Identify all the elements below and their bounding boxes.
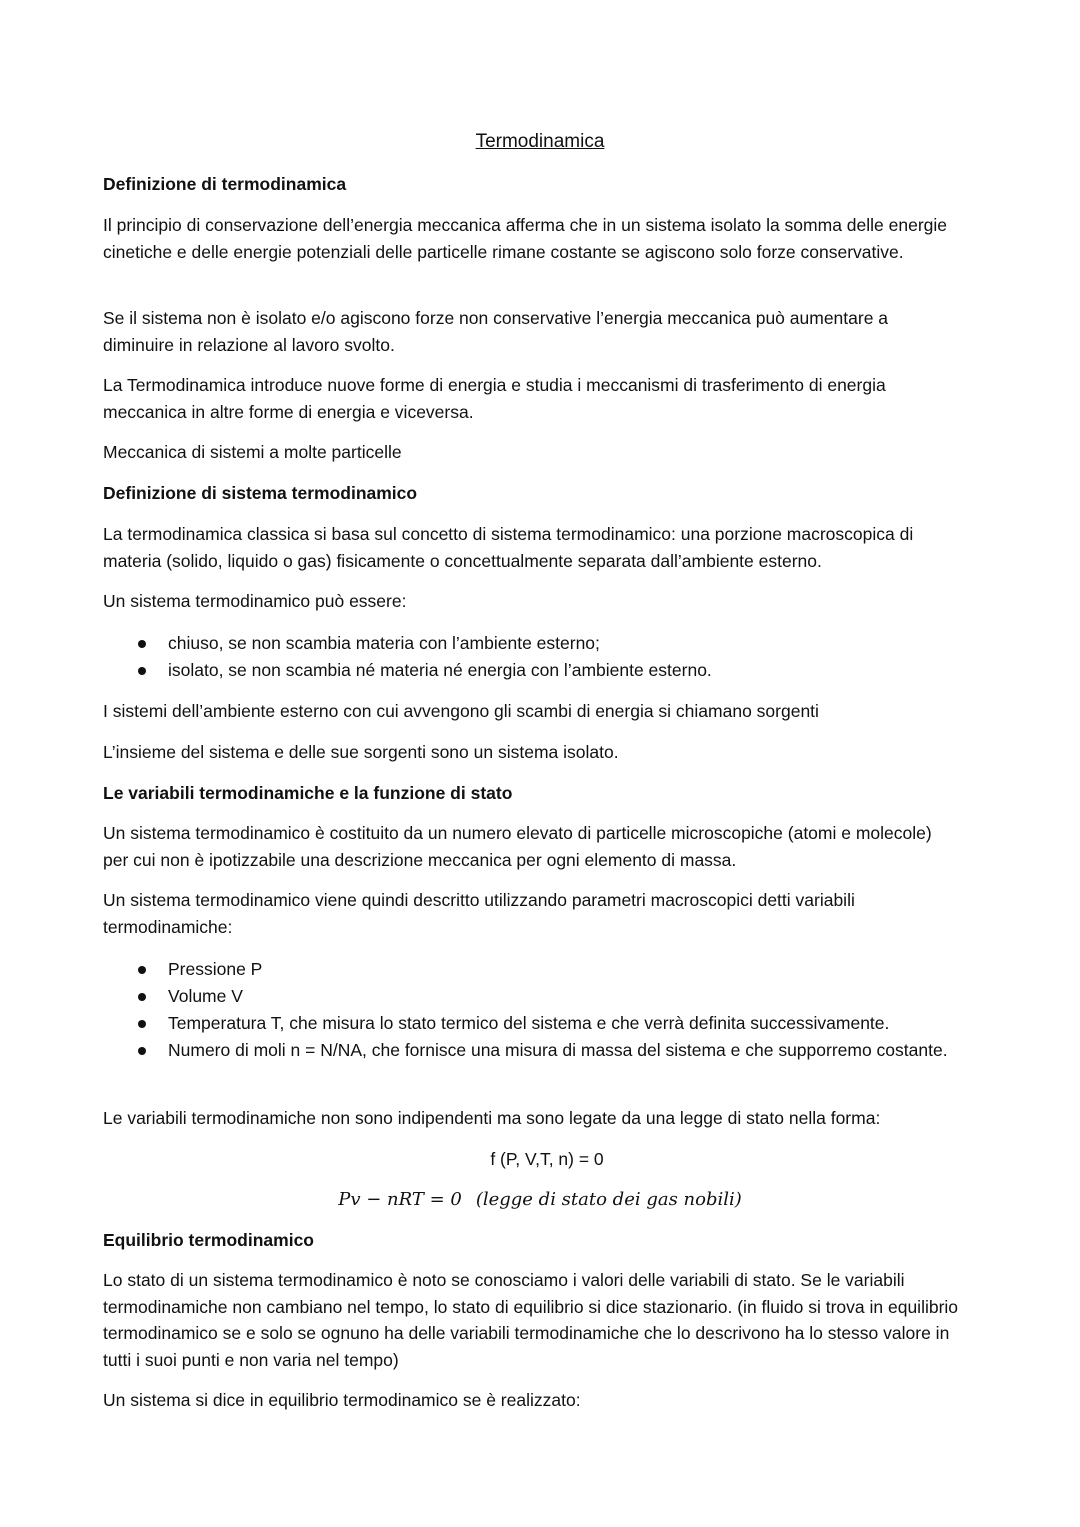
- paragraph: La termodinamica classica si basa sul concetto di sistema termodinamico: una porzione macroscopica di materia (solido, liquido o gas) fisicamente o concettualmente separata dall’ambiente esterno.: [103, 524, 914, 571]
- list-item: chiuso, se non scambia materia con l’ambiente esterno;: [0, 630, 950, 657]
- formula-ideal-gas-law: [0, 1187, 1080, 1214]
- list-item: isolato, se non scambia né materia né energia con l’ambiente esterno.: [0, 657, 950, 684]
- paragraph: Un sistema termodinamico viene quindi descritto utilizzando parametri macroscopici detti variabili termodinamiche:: [103, 890, 855, 937]
- formula-expression: Pv − nRT = 0: [338, 1189, 462, 1210]
- list-item: Numero di moli n = N/NA, che fornisce una misura di massa del sistema e che supporremo costante.: [0, 1037, 950, 1064]
- list-item: Pressione P: [0, 956, 950, 983]
- paragraph: Il principio di conservazione dell’energia meccanica afferma che in un sistema isolato la somma delle energie cinetiche e delle energie potenziali delle particelle rimane costante se agiscono solo forze conservative.: [103, 215, 948, 262]
- paragraph: Un sistema termodinamico può essere:: [103, 591, 407, 611]
- section-heading-sistema-termodinamico: Definizione di sistema termodinamico: [103, 483, 418, 503]
- paragraph: Se il sistema non è isolato e/o agiscono forze non conservative l’energia meccanica può aumentare a diminuire in relazione al lavoro svolto.: [103, 308, 889, 355]
- bullet-list: [0, 630, 950, 684]
- formula-state-function: f (P, V,T, n) = 0: [490, 1149, 604, 1169]
- formula-note: (legge di stato dei gas nobili): [475, 1189, 742, 1210]
- section-heading-equilibrio-termodinamico: Equilibrio termodinamico: [103, 1230, 314, 1250]
- paragraph: Meccanica di sistemi a molte particelle: [103, 442, 402, 462]
- paragraph: Un sistema si dice in equilibrio termodinamico se è realizzato:: [103, 1390, 581, 1410]
- section-heading-definizione-termodinamica: Definizione di termodinamica: [103, 174, 347, 194]
- page-title: Termodinamica: [475, 131, 605, 152]
- list-item: Temperatura T, che misura lo stato termico del sistema e che verrà definita successivamente.: [0, 1010, 950, 1037]
- paragraph: La Termodinamica introduce nuove forme di energia e studia i meccanismi di trasferimento di energia meccanica in altre forme di energia e viceversa.: [103, 375, 886, 422]
- paragraph: Le variabili termodinamiche non sono indipendenti ma sono legate da una legge di stato nella forma:: [103, 1108, 881, 1128]
- bullet-list: [0, 956, 950, 1064]
- paragraph: Un sistema termodinamico è costituito da un numero elevato di particelle microscopiche (atomi e molecole) per cui non è ipotizzabile una descrizione meccanica per ogni elemento di massa.: [103, 823, 932, 870]
- section-heading-variabili-termodinamiche: Le variabili termodinamiche e la funzione di stato: [103, 783, 513, 803]
- list-item: Volume V: [0, 983, 950, 1010]
- paragraph: Lo stato di un sistema termodinamico è noto se conosciamo i valori delle variabili di stato. Se le variabili termodinamiche non cambiano nel tempo, lo stato di equilibrio si dice stazionario. (in fluido si trova in equilibrio termodinamico se e solo se ognuno ha delle variabili termodinamiche che lo descrivono ha lo stesso valore in tutti i suoi punti e non varia nel tempo): [103, 1270, 959, 1370]
- paragraph: L’insieme del sistema e delle sue sorgenti sono un sistema isolato.: [103, 742, 619, 762]
- paragraph: I sistemi dell’ambiente esterno con cui avvengono gli scambi di energia si chiamano sorgenti: [103, 701, 819, 721]
